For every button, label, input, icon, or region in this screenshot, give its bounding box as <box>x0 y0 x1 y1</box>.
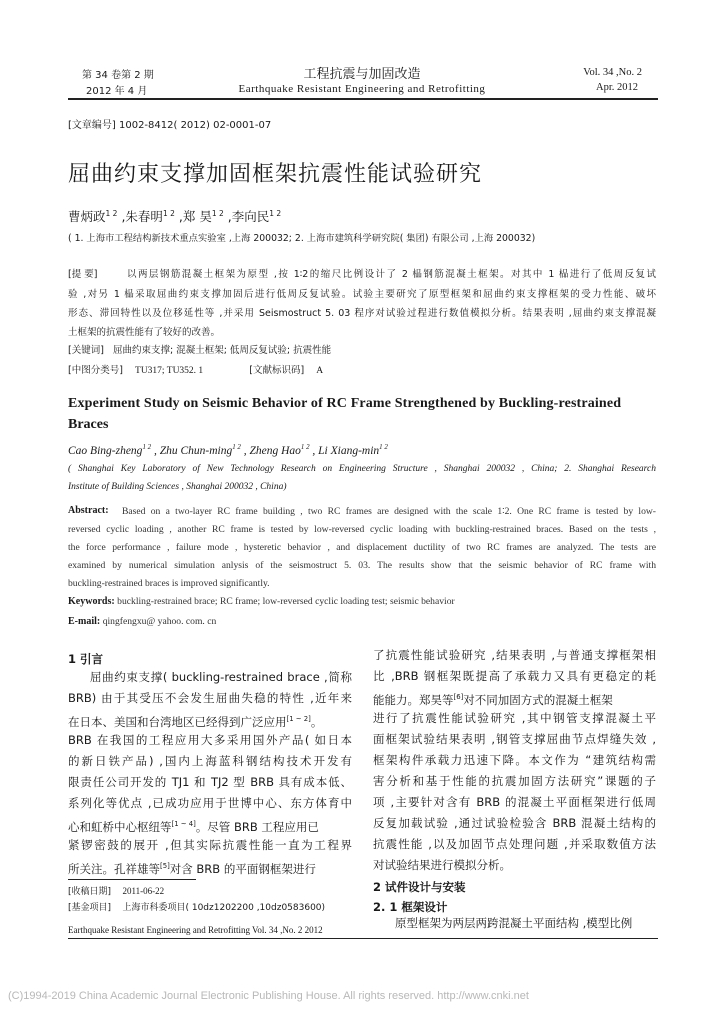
journal-volume: 第 34 卷第 2 期 <box>82 70 154 81</box>
footnote-fund <box>68 900 325 913</box>
body-text: 对不同加固方式的混凝土框架 <box>463 692 613 707</box>
body-line: 屈曲约束支撑( buckling-restrained brace ,简称 <box>90 670 352 684</box>
keywords-en-text: buckling-restrained brace; RC frame; low-reversed cyclic loading test; seismic behavior <box>117 596 455 607</box>
citation: [6] <box>453 693 464 701</box>
abstract-cn-line: 土框架的抗震性能有了较好的改善。 <box>68 327 221 338</box>
body-text: 在日本、美国和台湾地区已经得到广泛应用 <box>68 714 287 729</box>
abstract-en-line: the force performance , failure mode , hysteretic behavior , and displacement ductility of two RC frames are analyzed. The tests are <box>68 542 656 553</box>
footnote-received <box>68 884 164 897</box>
author-name: 曹炳政 <box>68 209 106 224</box>
author-affil-mark: 1 2 <box>211 208 224 218</box>
received-label: [收稿日期] <box>68 887 112 897</box>
body-line: BRB) 由于其受压不会发生屈曲失稳的特性 ,近年来 <box>68 691 352 705</box>
paper-title-cn: 屈曲约束支撑加固框架抗震性能试验研究 <box>68 162 483 187</box>
footer-journal-info: Earthquake Resistant Engineering and Retrofitting Vol. 34 ,No. 2 2012 <box>68 925 323 935</box>
author-name-en: Li Xiang-min <box>318 444 380 457</box>
body-text: 对含 BRB 的平面钢框架进行 <box>169 861 316 876</box>
author-name-en: Cao Bing-zheng <box>68 444 143 457</box>
journal-date: 2012 年 4 月 <box>86 86 148 97</box>
fund-label: [基金项目] <box>68 903 112 913</box>
author-affil-mark: 1 2 <box>269 208 282 218</box>
body-line: 限责任公司开发的 TJ1 和 TJ2 型 BRB 具有成本低、 <box>68 775 352 789</box>
body-text: 。 <box>310 714 323 729</box>
journal-title-en: Earthquake Resistant Engineering and Retrofitting <box>238 83 486 95</box>
abstract-en-line: buckling-restrained braces is improved significantly. <box>68 578 270 589</box>
journal-date-en: Apr. 2012 <box>596 82 638 93</box>
body-text: 能能力。郑昊等 <box>373 692 454 707</box>
abstract-cn-line: 形态、滞回特性以及位移延性等 ,并采用 Seismostruct 5. 03 程序对试验过程进行数值模拟分析。结果表明 ,屈曲约束支撑混凝 <box>68 308 656 319</box>
body-line: BRB 在我国的工程应用大多采用国外产品( 如日本 <box>68 733 352 747</box>
journal-title-cn: 工程抗震与加固改造 <box>303 67 421 82</box>
copyright-watermark: (C)1994-2019 China Academic Journal Electronic Publishing House. All rights reserved. http://www.cnki.net <box>8 990 529 1002</box>
body-line: 对试验结果进行模拟分析。 <box>373 858 511 872</box>
author-name-en: Zheng Hao <box>249 444 301 457</box>
abstract-en-line: reversed cyclic loading , another RC frame is tested by low-reversed cyclic loading with buckling-restrained braces. Based on the tests , <box>68 524 656 535</box>
author-affil-mark: 1 2 <box>300 444 310 451</box>
body-text: 所关注。孔祥雄等 <box>68 861 160 876</box>
body-line: 了抗震性能试验研究 ,结果表明 ,与普通支撑框架相 <box>373 648 656 662</box>
body-line: 紧锣密鼓的展开 ,但其实际抗震性能一直为工程界 <box>68 838 352 852</box>
footer-rule <box>68 938 658 939</box>
abstract-cn-line: 以两层钢筋混凝土框架为原型 ,按 1∶2的缩尺比例设计了 2 榀钢筋混凝土框架。对其中 1 榀进行了低周反复试 <box>127 269 656 280</box>
body-text: 。尽管 BRB 工程应用已 <box>195 819 319 834</box>
section-heading-2: 2 试件设计与安装 <box>373 880 466 894</box>
citation: [1 ~ 2] <box>286 715 311 723</box>
header-rule <box>68 98 658 100</box>
section-heading-intro: 1 引言 <box>68 652 104 666</box>
abstract-en-label: Abstract: <box>68 505 109 516</box>
keywords-en <box>68 596 455 607</box>
fund-value: 上海市科委项目( 10dz1202200 ,10dz0583600) <box>122 903 326 913</box>
email-address: qingfengxu@ yahoo. com. cn <box>102 616 217 627</box>
body-line: 抗震性能 ,以及加固节点处理问题 ,并采取数值方法 <box>373 837 656 851</box>
received-date: 2011-06-22 <box>122 886 165 896</box>
classification <box>68 362 323 376</box>
body-text: 心和虹桥中心枢纽等 <box>68 819 172 834</box>
body-line: 害分析和基于性能的抗震加固方法研究”课题的子 <box>373 774 656 788</box>
citation: [5] <box>160 862 170 870</box>
journal-volume-en: Vol. 34 ,No. 2 <box>583 67 642 78</box>
author-affil-mark: 1 2 <box>105 208 118 218</box>
body-line: 面框架试验结果表明 ,钢管支撑屈曲节点焊缝失效 , <box>373 732 656 746</box>
author-name: 郑 昊 <box>182 209 212 224</box>
author-name-en: Zhu Chun-ming <box>159 444 233 457</box>
section-heading-2-1: 2. 1 框架设计 <box>373 900 448 914</box>
author-affil-mark: 1 2 <box>379 444 388 451</box>
email-label: E-mail: <box>68 616 101 627</box>
abstract-cn-line: 验 ,对另 1 榀采取屈曲约束支撑加固后进行低周反复试验。试验主要研究了原型框架和屈曲约束支撑框架的受力性能、破坏 <box>68 289 656 300</box>
keywords-en-label: Keywords: <box>68 596 115 607</box>
affiliation-cn: ( 1. 上海市工程结构新技术重点实验室 ,上海 200032; 2. 上海市建筑科学研究院( 集团) 有限公司 ,上海 200032) <box>68 233 536 244</box>
article-id: [文章编号] 1002-8412( 2012) 02-0001-07 <box>68 120 272 131</box>
body-line-with-cite <box>68 856 352 880</box>
body-line: 框架构件承载力迅速下降。本文作为 “建筑结构需 <box>373 753 656 767</box>
affiliation-en: ( Shanghai Key Laboratory of New Technology Research on Engineering Structure , Shanghai 200032 , China; 2. Shanghai Research <box>68 464 656 474</box>
paper-title-en: Experiment Study on Seismic Behavior of RC Frame Strengthened by Buckling-restrained <box>68 396 622 411</box>
author-name: 李向民 <box>231 209 270 224</box>
doc-code-value: A <box>316 366 324 376</box>
body-line: 项 ,主要针对含有 BRB 的混凝土平面框架进行低周 <box>373 795 656 809</box>
affiliation-en-cont: Institute of Building Sciences , Shanghai 200032 , China) <box>68 482 287 492</box>
body-line: 原型框架为两层两跨混凝土平面结构 ,模型比例 <box>395 916 633 930</box>
author-affil-mark: 1 2 <box>232 444 241 451</box>
body-line: 反复加载试验 ,通过试验检验含 BRB 混凝土结构的 <box>373 816 656 830</box>
doc-code-label: [文献标识码] <box>249 365 305 376</box>
clc-value: TU317; TU352. 1 <box>135 366 204 376</box>
body-line: 进行了抗震性能试验研究 ,其中钢管支撑混凝土平 <box>373 711 656 725</box>
abstract-en-line: examined by numerical simulation anlysis of the seismostruct 5. 03. The results show that the seismic behavior of RC frame with <box>68 560 656 571</box>
citation: [1 ~ 4] <box>171 820 196 828</box>
author-affil-mark: 1 2 <box>162 208 175 218</box>
author-name: 朱春明 <box>125 209 163 224</box>
abstract-cn-label: [提 要] <box>68 269 98 280</box>
paper-title-en-cont: Braces <box>68 417 109 432</box>
clc-label: [中图分类号] <box>68 365 123 376</box>
email <box>68 616 216 627</box>
abstract-en-line: Based on a two-layer RC frame building , two RC frames are designed with the scale 1∶2. One RC frame is tested by low- <box>122 506 656 517</box>
authors-cn: 曹炳政$^{1 2}$ ,朱春明$^{1 2}$ ,郑 昊$^{1 2}$ ,李向民$^{1 2}$ <box>68 208 282 224</box>
keywords-cn-text: 屈曲约束支撑; 混凝土框架; 低周反复试验; 抗震性能 <box>112 345 332 356</box>
author-affil-mark: 1 2 <box>142 444 152 451</box>
body-line: 比 ,BRB 钢框架既提高了承载力又具有更稳定的耗 <box>373 669 656 683</box>
authors-en: Cao Bing-zheng$^{1 2}$ , Zhu Chun-ming$^{1 2}$ , Zheng Hao$^{1 2}$ , Li Xiang-$\min^{1 2}$ <box>68 444 388 457</box>
footnote-rule <box>68 879 196 880</box>
body-line: 的新日铁产品) ,国内上海蓝科钢结构技术开发有 <box>68 754 352 768</box>
keywords-cn <box>68 342 331 356</box>
body-line: 系列化等优点 ,已成功应用于世博中心、东方体育中 <box>68 796 352 810</box>
keywords-cn-label: [关键词] <box>68 345 104 356</box>
